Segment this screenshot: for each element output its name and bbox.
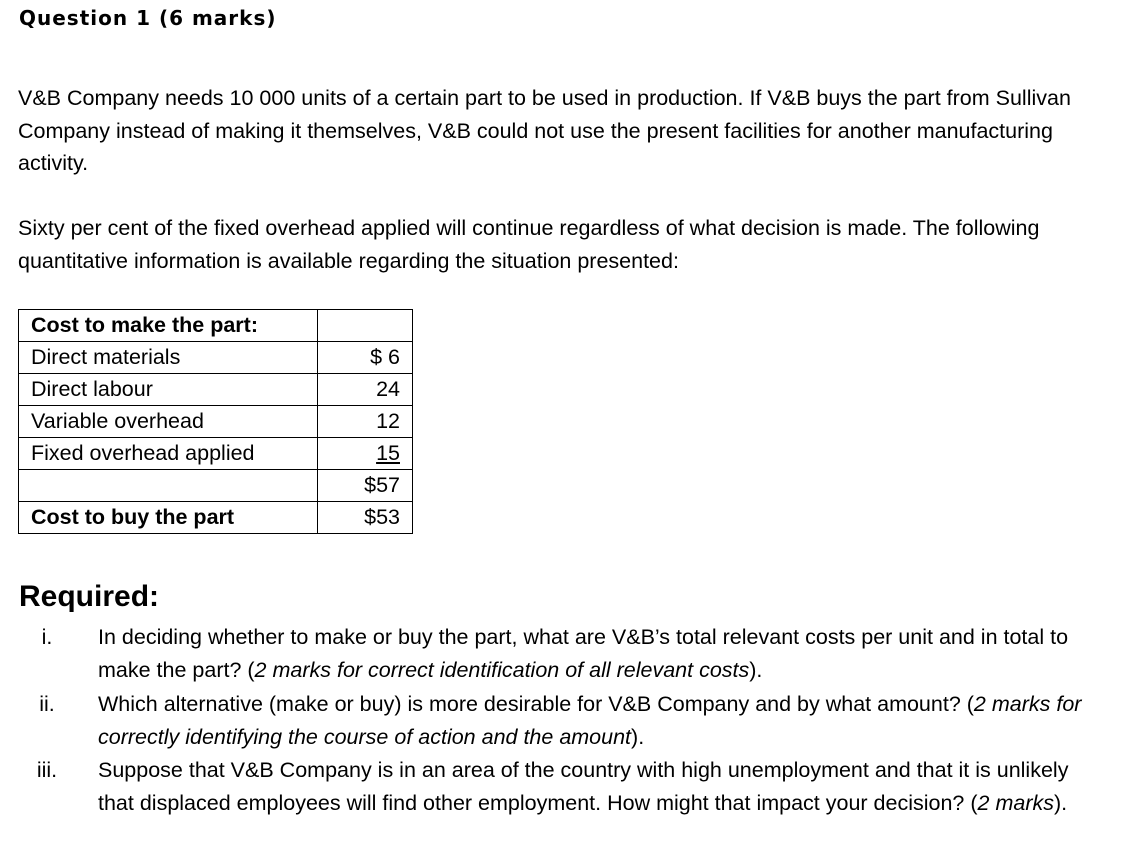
item-body: Suppose that V&B Company is in an area of the country with high unemployment and that it is unlikely that displaced employees will find other employment. How might that impact your decision? ( — [98, 758, 1069, 815]
item-suffix: ). — [749, 658, 763, 682]
table-row — [19, 406, 413, 438]
item-text — [98, 688, 1110, 754]
cost-to-buy-value: $53 — [318, 502, 413, 534]
row-value: $ 6 — [318, 342, 413, 374]
table-row — [19, 502, 413, 534]
marks-note: 2 marks — [977, 791, 1054, 815]
item-suffix: ). — [1054, 791, 1068, 815]
total-label — [19, 470, 318, 502]
item-body: Which alternative (make or buy) is more desirable for V&B Company and by what amount? ( — [98, 692, 974, 716]
item-text — [98, 621, 1110, 687]
row-label: Direct labour — [19, 374, 318, 406]
marks-note: 2 marks for correct identification of all relevant costs — [254, 658, 750, 682]
row-label: Variable overhead — [19, 406, 318, 438]
question-title: Question 1 (6 marks) — [19, 6, 277, 30]
table-row — [19, 310, 413, 342]
table-row — [19, 438, 413, 470]
row-value: 24 — [318, 374, 413, 406]
table-row — [19, 342, 413, 374]
item-body: In deciding whether to make or buy the part, what are V&B’s total relevant costs per unit and in total to make the part? ( — [98, 625, 1069, 682]
row-label: Direct materials — [19, 342, 318, 374]
cost-to-make-heading-value — [318, 310, 413, 342]
row-value: 12 — [318, 406, 413, 438]
marks-note: 2 marks for correctly identifying the course of action and the amount — [98, 692, 1082, 749]
item-number: iii. — [36, 758, 58, 782]
overhead-paragraph: Sixty per cent of the fixed overhead applied will continue regardless of what decision is made. The following quantitative information is available regarding the situation presented: — [18, 216, 1040, 273]
item-suffix: ). — [631, 725, 645, 749]
row-label: Fixed overhead applied — [19, 438, 318, 470]
row-value: 15 — [376, 441, 400, 465]
item-number: ii. — [39, 692, 55, 716]
table-row — [19, 470, 413, 502]
total-value: $57 — [318, 470, 413, 502]
intro-paragraph: V&B Company needs 10 000 units of a certain part to be used in production. If V&B buys the part from Sullivan Company instead of making it themselves, V&B could not use the present facilities for another manufacturing activity. — [18, 86, 1071, 175]
item-text — [98, 754, 1110, 820]
table-row — [19, 374, 413, 406]
cost-to-buy-label: Cost to buy the part — [19, 502, 318, 534]
cost-table — [18, 309, 413, 534]
cost-to-make-heading: Cost to make the part: — [19, 310, 318, 342]
required-heading: Required: — [19, 580, 160, 613]
item-number: i. — [41, 625, 53, 649]
